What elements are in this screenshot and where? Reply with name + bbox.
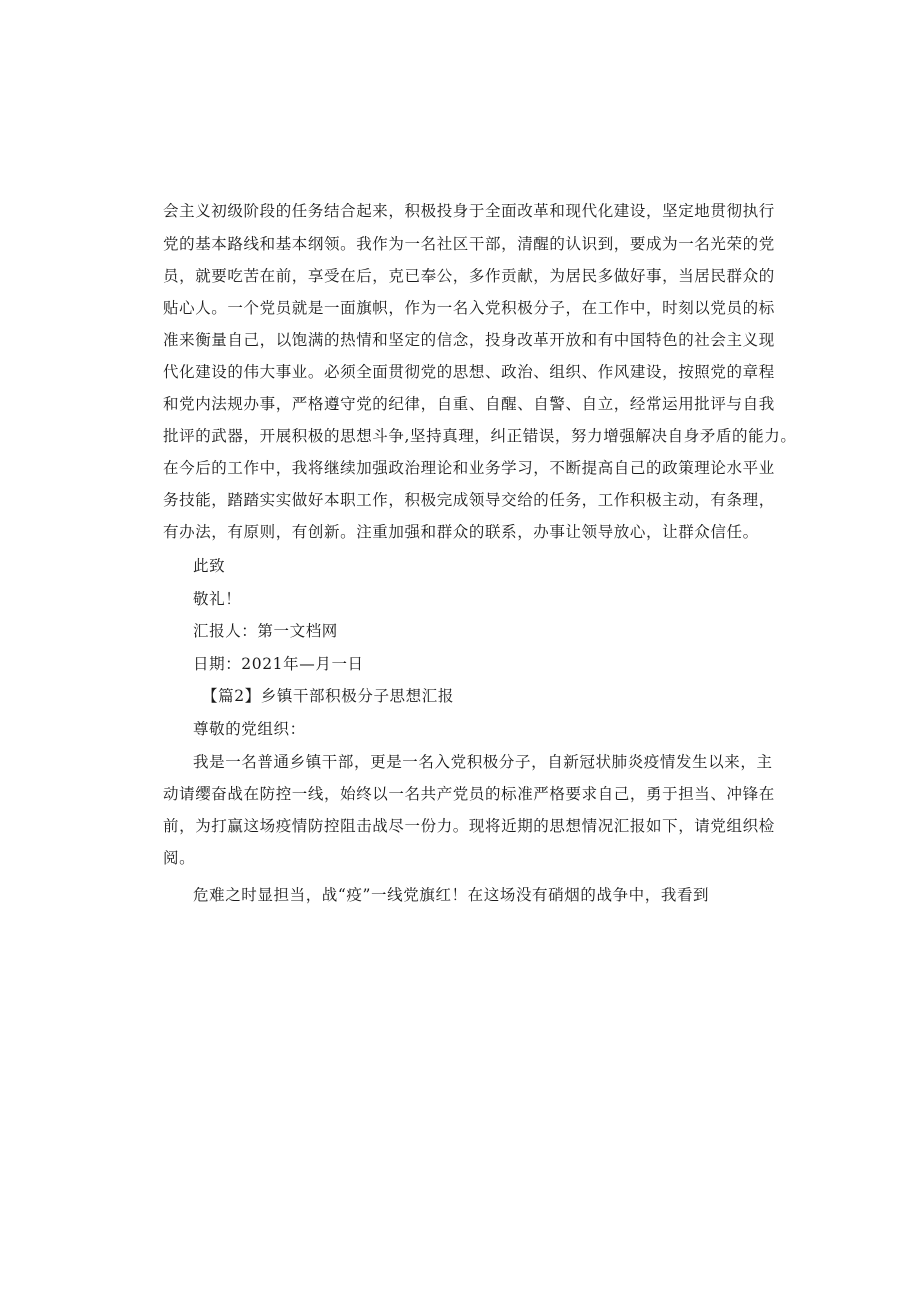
date-text: 日期：2021年—月一日	[193, 655, 364, 673]
paragraph-line: 务技能，踏踏实实做好本职工作，积极完成领导交给的任务，工作积极主动，有条理，	[163, 491, 775, 509]
salute-text: 敬礼！	[193, 590, 242, 608]
intro-line: 阅。	[163, 849, 196, 867]
intro-line: 我是一名普通乡镇干部，更是一名入党积极分子，自新冠状肺炎疫情发生以来，主	[193, 753, 773, 771]
paragraph-line: 会主义初级阶段的任务结合起来，积极投身于全面改革和现代化建设，坚定地贯彻执行	[163, 202, 775, 220]
paragraph-line: 有办法，有原则，有创新。注重加强和群众的联系，办事让领导放心，让群众信任。	[163, 523, 759, 541]
paragraph-line: 党的基本路线和基本纲领。我作为一名社区干部，清醒的认识到，要成为一名光荣的党	[163, 235, 775, 253]
paragraph-line: 在今后的工作中，我将继续加强政治理论和业务学习，不断提高自己的政策理论水平业	[163, 459, 775, 477]
intro-line: 前，为打赢这场疫情防控阻击战尽一份力。现将近期的思想情况汇报如下，请党组织检	[163, 817, 775, 835]
paragraph-line: 批评的武器，开展积极的思想斗争,坚持真理，纠正错误，努力增强解决自身矛盾的能力。	[163, 427, 797, 445]
greeting-text: 尊敬的党组织：	[193, 720, 306, 738]
closing-text: 此致	[193, 557, 226, 575]
reporter-text: 汇报人：第一文档网	[193, 622, 338, 640]
paragraph-line: 贴心人。一个党员就是一面旗帜，作为一名入党积极分子，在工作中，时刻以党员的标	[163, 299, 775, 317]
section-heading: 【篇2】乡镇干部积极分子思想汇报	[202, 687, 454, 705]
paragraph-line: 危难之时显担当，战“疫”一线党旗红！在这场没有硝烟的战争中，我看到	[193, 886, 710, 904]
intro-line: 动请缨奋战在防控一线，始终以一名共产党员的标准严格要求自己，勇于担当、冲锋在	[163, 785, 775, 803]
paragraph-line: 员，就要吃苦在前，享受在后，克已奉公，多作贡献，为居民多做好事，当居民群众的	[163, 267, 775, 285]
paragraph-line: 代化建设的伟大事业。必须全面贯彻党的思想、政治、组织、作风建设，按照党的章程	[163, 363, 775, 381]
paragraph-line: 和党内法规办事，严格遵守党的纪律，自重、自醒、自警、自立，经常运用批评与自我	[163, 395, 775, 413]
paragraph-line: 准来衡量自己，以饱满的热情和坚定的信念，投身改革开放和有中国特色的社会主义现	[163, 331, 775, 349]
